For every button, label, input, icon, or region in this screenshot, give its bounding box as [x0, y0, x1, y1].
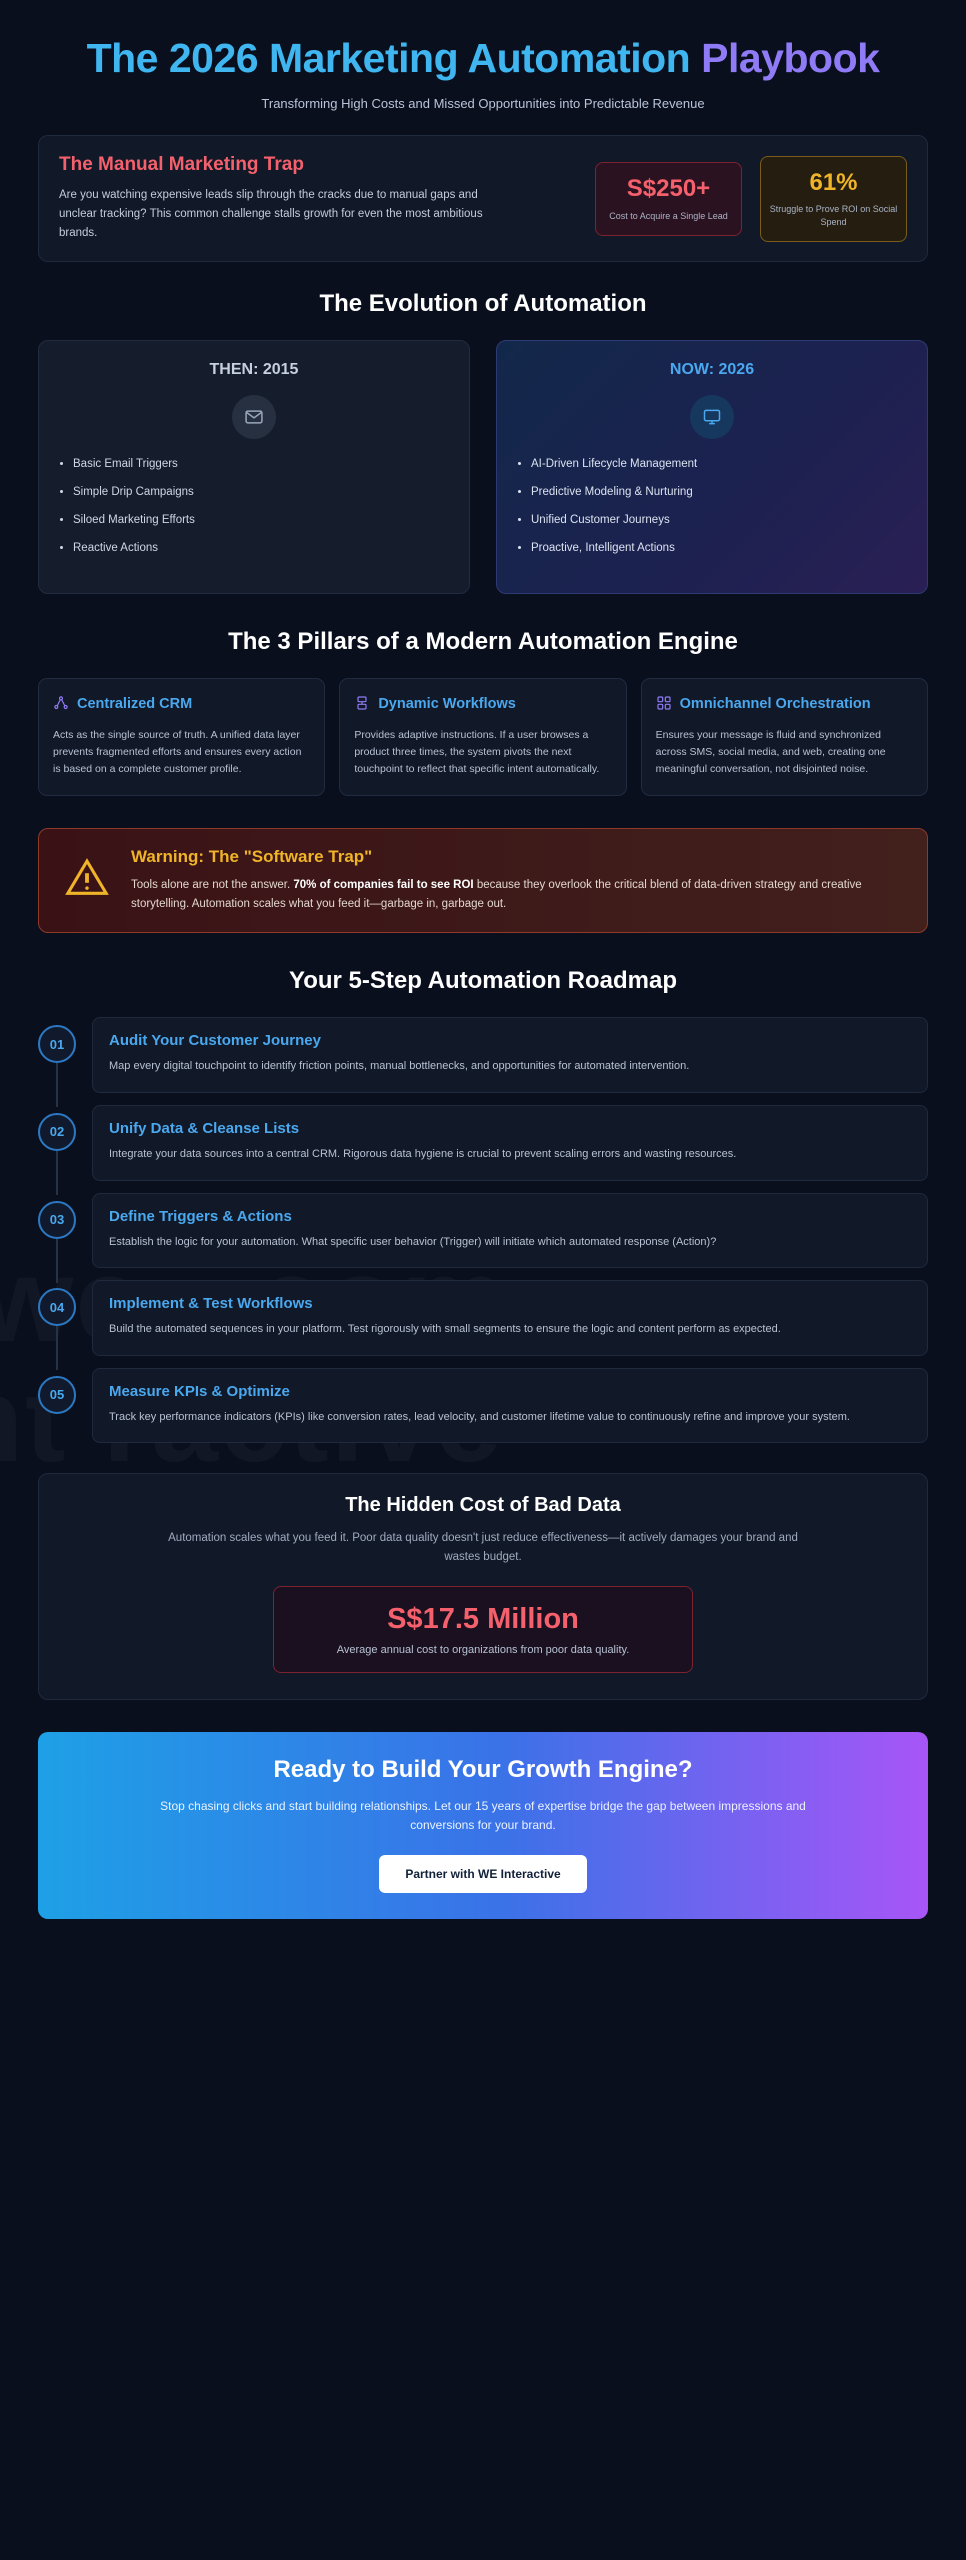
- step-number: 04: [38, 1288, 76, 1326]
- step-body: Establish the logic for your automation. What specific user behavior (Trigger) will initiate which automated response (Action)?: [109, 1235, 717, 1248]
- pillar-title: Omnichannel Orchestration: [679, 696, 871, 713]
- bad-data-stat-box: [273, 1586, 693, 1673]
- step-body: Build the automated sequences in your platform. Test rigorously with small segments to ensure the logic and content perform as expected.: [109, 1323, 781, 1336]
- warning-body: [131, 876, 905, 914]
- pillar-body: Ensures your message is fluid and synchronized across SMS, social media, and web, creating one meaningful conversation, not disjointed noise.: [655, 729, 886, 775]
- page-title-part-1: The 2026 Marketing Automation: [86, 35, 691, 81]
- step-body: Map every digital touchpoint to identify friction points, manual bottlenecks, and opportunities for automated intervention.: [109, 1060, 690, 1073]
- cta-banner: [38, 1732, 928, 1919]
- evolution-then-list: [73, 457, 451, 556]
- pillar-card-omnichannel: [641, 678, 928, 796]
- pillar-title: Dynamic Workflows: [378, 696, 516, 713]
- warning-body-tail: because they overlook the critical blend of data-driven strategy and creative storytelling. Automation scales what you feed it—garbage in, garbage out.: [131, 879, 862, 911]
- step-card: [92, 1105, 928, 1181]
- step-card: [92, 1017, 928, 1093]
- hidden-cost-card: [38, 1473, 928, 1700]
- pillar-card-crm: [38, 678, 325, 796]
- list-item: • Reactive Actions: [73, 541, 451, 556]
- pillar-card-workflows: [339, 678, 626, 796]
- evolution-then-title: THEN: 2015: [209, 361, 299, 379]
- step-card: [92, 1280, 928, 1356]
- list-item: • Siloed Marketing Efforts: [73, 513, 451, 528]
- step-connector: [56, 1151, 58, 1195]
- trap-text-block: [59, 154, 577, 243]
- pillar-header: [656, 695, 913, 716]
- roadmap-step-3: [38, 1193, 928, 1269]
- monitor-icon: [690, 395, 734, 439]
- step-connector: [56, 1326, 58, 1370]
- stat-roi-value: 61%: [809, 168, 858, 196]
- page-subtitle: Transforming High Costs and Missed Opportunities into Predictable Revenue: [261, 96, 705, 112]
- pillar-body: Provides adaptive instructions. If a user browses a product three times, the system pivots the next touchpoint to reflect that specific intent automatically.: [354, 729, 600, 775]
- network-icon: [53, 695, 69, 716]
- evolution-now-card: [496, 340, 928, 594]
- roadmap-step-1: [38, 1017, 928, 1093]
- roadmap-step-4: [38, 1280, 928, 1356]
- step-title: Audit Your Customer Journey: [109, 1032, 321, 1050]
- list-item: • Proactive, Intelligent Actions: [531, 541, 909, 556]
- stat-box-cpl: [595, 162, 742, 235]
- partner-button[interactable]: Partner with WE Interactive: [379, 1855, 586, 1893]
- software-trap-warning: [38, 828, 928, 933]
- list-item: • Unified Customer Journeys: [531, 513, 909, 528]
- evolution-now-list: [531, 457, 909, 556]
- warning-body-highlight: 70% of companies fail to see ROI: [293, 879, 474, 892]
- step-number: 01: [38, 1025, 76, 1063]
- step-body: Integrate your data sources into a central CRM. Rigorous data hygiene is crucial to prevent scaling errors and wasting resources.: [109, 1147, 737, 1160]
- bad-data-stat-caption: Average annual cost to organizations from poor data quality.: [336, 1644, 630, 1657]
- bad-data-stat-value: S$17.5 Million: [387, 1603, 579, 1636]
- evolution-heading: The Evolution of Automation: [319, 290, 647, 318]
- step-connector: [56, 1239, 58, 1283]
- evolution-now-title: NOW: 2026: [669, 361, 755, 379]
- trap-body: Are you watching expensive leads slip through the cracks due to manual gaps and unclear tracking? This common challenge stalls growth for even the most ambitious brands.: [59, 189, 483, 240]
- stat-cpl-caption: Cost to Acquire a Single Lead: [609, 210, 728, 221]
- list-item: • Predictive Modeling & Nurturing: [531, 485, 909, 500]
- step-card: [92, 1368, 928, 1444]
- page-title: [38, 28, 928, 82]
- stat-roi-caption: Struggle to Prove ROI on Social Spend: [769, 203, 898, 228]
- grid-icon: [656, 695, 672, 716]
- pillars-heading: The 3 Pillars of a Modern Automation Engine: [228, 628, 738, 656]
- pillar-header: [354, 695, 611, 716]
- step-title: Implement & Test Workflows: [109, 1295, 313, 1313]
- pillar-body: Acts as the single source of truth. A unified data layer prevents fragmented efforts and ensures every action is based on a complete customer profile.: [53, 729, 302, 775]
- pillars-row: [38, 678, 928, 796]
- roadmap-heading: Your 5-Step Automation Roadmap: [288, 967, 677, 995]
- envelope-icon: [232, 395, 276, 439]
- roadmap-steps: [38, 1017, 928, 1443]
- bad-data-subtitle: Automation scales what you feed it. Poor data quality doesn't just reduce effectiveness—it actively damages your brand and wastes budget.: [168, 1532, 798, 1563]
- bad-data-heading: The Hidden Cost of Bad Data: [345, 1494, 621, 1517]
- manual-marketing-trap-card: [38, 135, 928, 262]
- step-number: 03: [38, 1201, 76, 1239]
- warning-title: Warning: The "Software Trap": [131, 847, 373, 867]
- page-title-part-2: Playbook: [701, 35, 880, 81]
- warning-body-lead: Tools alone are not the answer.: [131, 879, 294, 892]
- list-item: • Basic Email Triggers: [73, 457, 451, 472]
- pillar-title: Centralized CRM: [77, 696, 193, 713]
- step-title: Define Triggers & Actions: [109, 1207, 292, 1225]
- roadmap-step-5: [38, 1368, 928, 1444]
- step-title: Measure KPIs & Optimize: [109, 1382, 290, 1400]
- step-body: Track key performance indicators (KPIs) like conversion rates, lead velocity, and customer lifetime value to continuously refine and improve your system.: [109, 1410, 850, 1423]
- stat-box-roi: [760, 156, 907, 242]
- evolution-then-card: [38, 340, 470, 594]
- list-item: • AI-Driven Lifecycle Management: [531, 457, 909, 472]
- cta-subtitle: Stop chasing clicks and start building relationships. Let our 15 years of expertise bridge the gap between impressions and conversions for your brand.: [160, 1799, 806, 1833]
- pillar-header: [53, 695, 310, 716]
- warning-triangle-icon: [61, 855, 113, 906]
- list-item: • Simple Drip Campaigns: [73, 485, 451, 500]
- roadmap-step-2: [38, 1105, 928, 1181]
- step-card: [92, 1193, 928, 1269]
- step-title: Unify Data & Cleanse Lists: [109, 1119, 300, 1137]
- step-number: 02: [38, 1113, 76, 1151]
- trap-title: The Manual Marketing Trap: [59, 154, 304, 176]
- step-number: 05: [38, 1376, 76, 1414]
- cta-heading: Ready to Build Your Growth Engine?: [273, 1756, 693, 1784]
- stat-cpl-value: S$250+: [626, 175, 711, 203]
- flow-icon: [354, 695, 370, 716]
- warning-text-block: [131, 847, 905, 914]
- evolution-columns: [38, 340, 928, 594]
- step-connector: [56, 1063, 58, 1107]
